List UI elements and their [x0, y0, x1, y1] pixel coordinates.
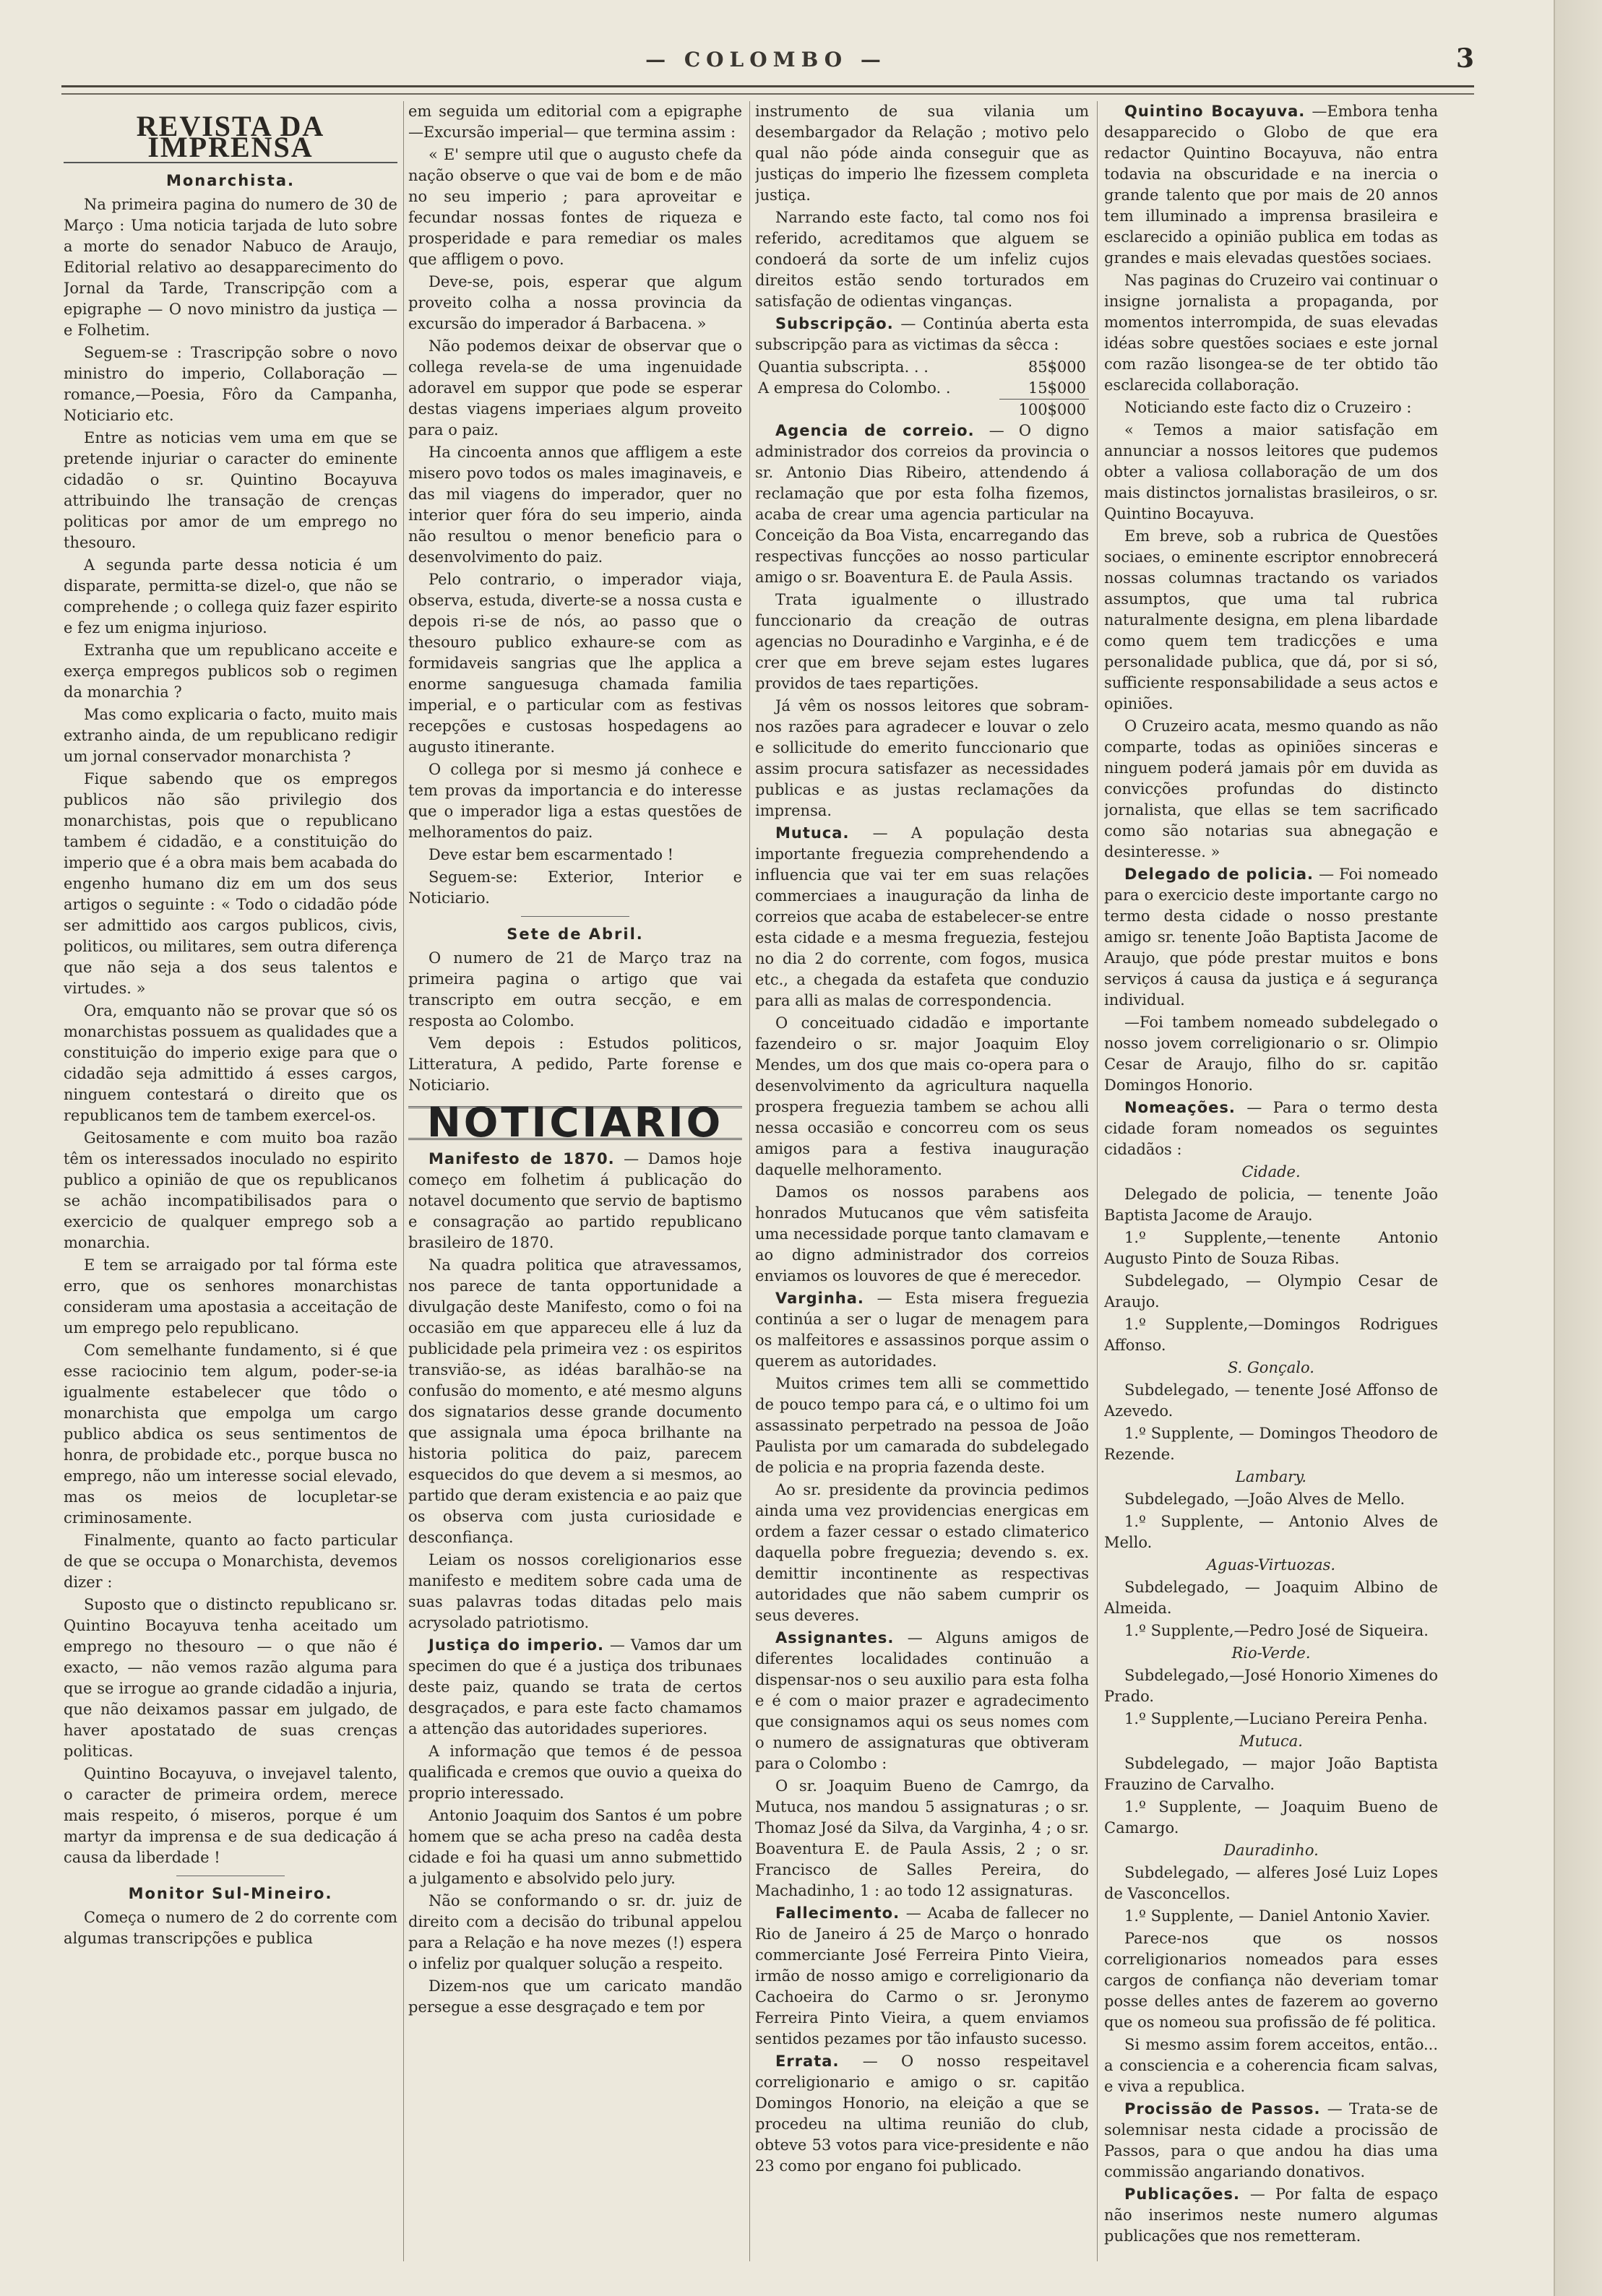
- paragraph: Ora, emquanto não se provar que só os monarchistas possuem as qualidades que a constituição do imperio exige para que o cidadão seja admittido á esses cargos, ninguem contestará o direito que os republicanos tem de tambem exercel-os.: [64, 1002, 397, 1124]
- paragraph-text: — Damos hoje começo em folhetim á publicação do notavel documento que servio de baptismo e consagração ao partido republicano brasileiro de 1870.: [408, 1150, 742, 1251]
- heading-monitor: Monitor Sul-Mineiro.: [128, 1885, 333, 1902]
- paragraph: Deve-se, pois, esperar que algum proveito colha a nossa provincia da excursão do imperador á Barbacena. »: [408, 273, 742, 332]
- paragraph: Si mesmo assim forem acceitos, então... a consciencia e a coherencia ficam salvas, e viva a republica.: [1104, 2036, 1438, 2095]
- subscription-amount: 15$000: [1028, 379, 1086, 397]
- paragraph: Leiam os nossos coreligionarios esse manifesto e meditem sobre cada uma de suas palavras todas ditadas pelo mais acrysolado patriotismo.: [408, 1551, 742, 1631]
- paragraph: Subdelegado, — major João Baptista Frauzino de Carvalho.: [1104, 1755, 1438, 1793]
- column-3: [755, 101, 1089, 2261]
- subscription-label: A empresa do Colombo. .: [758, 379, 951, 397]
- paragraph: 1.º Supplente, — Daniel Antonio Xavier.: [1124, 1907, 1431, 1925]
- place-label: Rio-Verde.: [1231, 1644, 1311, 1662]
- place-label: Cidade.: [1241, 1163, 1301, 1181]
- paragraph: 1.º Supplente,—tenente Antonio Augusto Pinto de Souza Ribas.: [1104, 1229, 1438, 1267]
- paragraph: Damos os nossos parabens aos honrados Mutucanos que vêm satisfeita uma necessidade porque tanto clamavam e ao digno administrador dos correios enviamos os louvores de que é merecedor.: [755, 1183, 1089, 1285]
- paragraph: Muitos crimes tem alli se commettido de pouco tempo para cá, e o ultimo foi um assassinato perpetrado na pessoa de João Paulista por um camarada do subdelegado de policia e na propria fazenda deste.: [755, 1375, 1089, 1476]
- column-divider: [1097, 101, 1098, 2261]
- paragraph: Seguem-se : Trascripção sobre o novo ministro do imperio, Collaboração — romance,—Poesia, Fôro da Campanha, Noticiario etc.: [64, 344, 397, 424]
- paragraph: 1.º Supplente,—Pedro José de Siqueira.: [1124, 1622, 1429, 1639]
- paragraph: Não podemos deixar de observar que o collega revela-se de uma ingenuidade adoravel em suppor que pode se esperar destas viagens imperiaes algum proveito para o paiz.: [408, 337, 742, 439]
- paragraph-text: — Continúa aberta esta subscripção para as victimas da sêcca :: [755, 315, 1089, 353]
- page-number: 3: [1455, 43, 1474, 74]
- subscription-amount: 85$000: [1028, 358, 1086, 376]
- paragraph: O collega por si mesmo já conhece e tem provas da importancia e do interesse que o imperador liga a estas questões de melhoramentos do paiz.: [408, 761, 742, 841]
- heading-monarchista: Monarchista.: [165, 172, 296, 189]
- separator: [521, 916, 629, 917]
- place-label: S. Gonçalo.: [1228, 1359, 1314, 1376]
- heading-subscricao: Subscripção.: [775, 315, 894, 332]
- paragraph-text: — Acaba de fallecer no Rio de Janeiro á 25 de Março o honrado commerciante José Ferreira Pinto Vieira, irmão de nosso amigo e correligionario da Cachoeira do Carmo o sr. Jeronymo Ferreira Pinto Vieira, a quem enviamos sentidos pezames por tão infausto sucesso.: [755, 1904, 1089, 2047]
- paragraph-text: —Embora tenha desapparecido o Globo de que era redactor Quintino Bocayuva, não entra todavia na obscuridade e na inercia o grande talento que por mais de 20 annos tem illuminado a imprensa brasileira e esclarecido a opinião publica em todas as grandes e mais elevadas questões sociaes.: [1104, 103, 1438, 267]
- paragraph: A informação que temos é de pessoa qualificada e cremos que ouvio a queixa do proprio interessado.: [408, 1743, 742, 1802]
- paragraph-text: — A população desta importante freguezia comprehendendo a influencia que vai ter em suas relações commerciaes a inauguração da linha de correios que acaba de estabelecer-se entre esta cidade e a mesma freguezia, festejou no dia 2 do corrente, com fogos, musica etc., a chegada da estafeta que conduzio para alli as malas de correspondencia.: [755, 824, 1089, 1009]
- paragraph: instrumento de sua vilania um desembargador da Relação ; motivo pelo qual não póde ainda conseguir que as justiças do imperio lhe fizessem completa justiça.: [755, 103, 1089, 204]
- page-edge: [1554, 0, 1602, 2296]
- paragraph: Ao sr. presidente da provincia pedimos ainda uma vez providencias energicas em ordem a fazer cessar o estado climaterico daquella pobre freguezia; devendo s. ex. demittir incontinente as respectivas autoridades que não sabem cumprir os seus deveres.: [755, 1481, 1089, 1624]
- heading-varginha: Varginha.: [775, 1290, 864, 1307]
- paragraph: —Foi tambem nomeado subdelegado o nosso jovem correligionario o sr. Olimpio Cesar de Araujo, filho do sr. capitão Domingos Honorio.: [1104, 1014, 1438, 1094]
- paragraph: 1.º Supplente,—Domingos Rodrigues Affonso.: [1104, 1316, 1438, 1354]
- paragraph: Antonio Joaquim dos Santos é um pobre homem que se acha preso na cadêa desta cidade e foi ha quasi um anno submettido a julgamento e absolvido pelo jury.: [408, 1807, 742, 1887]
- heading-publicacoes: Publicações.: [1124, 2185, 1240, 2203]
- paragraph: Ha cincoenta annos que affligem a este misero povo todos os males imaginaveis, e das mil viagens do imperador, quer no interior quer fóra do seu imperio, ainda não resultou o menor beneficio para o desenvolvimento do paiz.: [408, 444, 742, 566]
- paragraph: Dizem-nos que um caricato mandão persegue a esse desgraçado e tem por: [408, 1977, 742, 2016]
- heading-procissao: Procissão de Passos.: [1124, 2100, 1321, 2118]
- section-title-noticiario: NOTICIARIO: [408, 1106, 742, 1140]
- paragraph: O sr. Joaquim Bueno de Camrgo, da Mutuca, nos mandou 5 assignaturas ; o sr. Thomaz José da Silva, da Varginha, 4 ; o sr. Boaventura E. de Paula Assis, 2 ; o sr. Francisco de Salles Pereira, do Machadinho, 1 : ao todo 12 assignaturas.: [755, 1777, 1089, 1899]
- paragraph: Começa o numero de 2 do corrente com algumas transcripções e publica: [64, 1909, 397, 1947]
- paragraph: Finalmente, quanto ao facto particular de que se occupa o Monarchista, devemos dizer :: [64, 1532, 397, 1591]
- paragraph: Extranha que um republicano acceite e exerça empregos publicos sob o regimen da monarchia ?: [64, 642, 397, 701]
- paragraph: Parece-nos que os nossos correligionarios nomeados para esses cargos de confiança não deveriam tomar posse delles antes de fazerem ao governo que os nomeou sua profissão de fé politica.: [1104, 1930, 1438, 2031]
- table-row: [755, 357, 1089, 378]
- paragraph-text: — O nosso respeitavel correligionario e amigo o sr. capitão Domingos Honorio, na eleição a que se procedeu na ultima reunião do club, obteve 53 votos para vice-presidente e não 23 como por engano foi publicado.: [755, 2053, 1089, 2175]
- paragraph: Mas como explicaria o facto, muito mais extranho ainda, de um republicano redigir um jornal conservador monarchista ?: [64, 706, 397, 765]
- heading-sete-de-abril: Sete de Abril.: [507, 925, 644, 943]
- table-row: [755, 378, 1089, 399]
- paragraph: Subdelegado, —João Alves de Mello.: [1124, 1490, 1405, 1508]
- paragraph-text: — Alguns amigos de diferentes localidades continuão a dispensar-nos o seu auxilio para esta folha e é com o maior prazer e agradecimento que consignamos aqui os seus nomes com o numero de assignaturas que obtiveram para o Colombo :: [755, 1629, 1089, 1772]
- paragraph: Suposto que o distincto republicano sr. Quintino Bocayuva tenha aceitado um emprego no thesouro — o que não é exacto, — não vemos razão alguma para que se irrogue ao grande cidadão a injuria, que não deixamos passar em julgado, de haver apostatado de suas crenças politicas.: [64, 1596, 397, 1760]
- paragraph: O Cruzeiro acata, mesmo quando as não comparte, todas as opiniões sinceras e ninguem poderá jamais pôr em duvida as convicções profundas do distincto jornalista, que ellas se tem sacrificado como são notarias sua abnegação e desinteresse. »: [1104, 717, 1438, 860]
- paragraph: 1.º Supplente, — Joaquim Bueno de Camargo.: [1104, 1798, 1438, 1837]
- paragraph-text: — Foi nomeado para o exercicio deste importante cargo no termo desta cidade o nosso prestante amigo sr. tenente João Baptista Jacome de Araujo, que póde prestar muitos e bons serviços á causa da justiça e á segurança individual.: [1104, 866, 1438, 1009]
- place-label: Aguas-Virtuozas.: [1206, 1556, 1336, 1574]
- paragraph: Subdelegado, — Joaquim Albino de Almeida.: [1104, 1579, 1438, 1617]
- paragraph: 1.º Supplente,—Luciano Pereira Penha.: [1124, 1710, 1428, 1727]
- paragraph: Deve estar bem escarmentado !: [429, 846, 674, 863]
- paragraph: Trata igualmente o illustrado funccionario da creação de outras agencias no Douradinho e Varginha, e é de crer que em breve sejam estes lugares providos de taes repartições.: [755, 591, 1089, 692]
- paragraph: 1.º Supplente, — Domingos Theodoro de Rezende.: [1104, 1425, 1438, 1463]
- paragraph-text: — Vamos dar um specimen do que é a justiça dos tribunaes deste paiz, quando se trata de certos desgraçados, e para este facto chamamos a attenção das autoridades superiores.: [408, 1636, 742, 1738]
- paragraph: Geitosamente e com muito boa razão têm os interessados inoculado no espirito publico a opinião de que os republicanos se achão incompatibilisados para o exercicio de qualquer emprego sob a monarchia.: [64, 1129, 397, 1251]
- paragraph-text: — O digno administrador dos correios da provincia o sr. Antonio Dias Ribeiro, attendendo á reclamação que por esta folha fizemos, acaba de crear uma agencia particular na Conceição da Boa Vista, encarregando das respectivas funcções ao nosso particular amigo o sr. Boaventura E. de Paula Assis.: [755, 422, 1089, 586]
- paragraph: 1.º Supplente, — Antonio Alves de Mello.: [1104, 1513, 1438, 1551]
- paragraph: A segunda parte dessa noticia é um disparate, permitta-se dizel-o, que não se comprehende ; o collega quiz fazer espirito e fez um enigma injurioso.: [64, 556, 397, 636]
- paragraph: Noticiando este facto diz o Cruzeiro :: [1124, 399, 1412, 416]
- paragraph: Vem depois : Estudos politicos, Litteratura, A pedido, Parte forense e Noticiario.: [408, 1035, 742, 1094]
- paragraph: Na quadra politica que atravessamos, nos parece de tanta opportunidade a divulgação deste Manifesto, como o foi na occasião em que appareceu elle á luz da publicidade pela primeira vez : os espiritos transvião-se, as idéas baralhão-se na confusão do momento, e até mesmo alguns dos signatarios desse grande documento que assignala uma época brilhante na historia politica do paiz, parecem esquecidos do que devem a si mesmos, ao partido que deram existencia e ao paiz que os observa com justa curiosidade e desconfiança.: [408, 1256, 742, 1546]
- place-label: Mutuca.: [1239, 1732, 1303, 1750]
- paragraph-text: — Para o termo desta cidade foram nomeados os seguintes cidadãos :: [1104, 1099, 1438, 1158]
- subscription-table: [755, 357, 1089, 399]
- paragraph: Não se conformando o sr. dr. juiz de direito com a decisão do tribunal appelou para a Relação e ha nove mezes (!) espera o infeliz por qualquer solução a respeito.: [408, 1892, 742, 1972]
- place-label: Lambary.: [1235, 1468, 1307, 1485]
- paragraph: Nas paginas do Cruzeiro vai continuar o insigne jornalista a propaganda, por momentos interrompida, de suas elevadas idéas sobre questões sociaes e este jornal com razão lisongea-se de ter obtido tão esclarecida collaboração.: [1104, 272, 1438, 394]
- column-divider: [749, 101, 750, 2261]
- paragraph: Subdelegado, — alferes José Luiz Lopes de Vasconcellos.: [1104, 1864, 1438, 1902]
- paragraph: Entre as noticias vem uma em que se pretende injuriar o caracter do eminente cidadão o sr. Quintino Bocayuva attribuindo lhe transação de crenças politicas por amor de um emprego no thesouro.: [64, 429, 397, 551]
- paragraph: « E' sempre util que o augusto chefe da nação observe o que vai de bom e de mão no seu imperio ; para aproveitar e fecundar nossas fontes de riqueza e prosperidade e para remediar os males que affligem o povo.: [408, 146, 742, 268]
- column-divider: [403, 101, 404, 2261]
- heading-quintino: Quintino Bocayuva.: [1124, 103, 1306, 120]
- heading-assignantes: Assignantes.: [775, 1629, 895, 1647]
- paragraph: Seguem-se: Exterior, Interior e Noticiario.: [408, 868, 742, 907]
- paragraph: Subdelegado,—José Honorio Ximenes do Prado.: [1104, 1667, 1438, 1705]
- heading-delegado: Delegado de policia.: [1124, 866, 1314, 883]
- section-title-revista: REVISTA DA IMPRENSA: [64, 116, 397, 163]
- paragraph: Fique sabendo que os empregos publicos não são privilegio dos monarchistas, pois que o republicano tambem é cidadão, e a constituição do imperio que é a obra mais bem acabada do engenho humano diz em um dos seus artigos o seguinte : « Todo o cidadão póde ser admittido aos cargos publicos, civis, politicos, ou militares, sem outra diferença que não seja a dos seus talentos e virtudes. »: [64, 770, 397, 997]
- paragraph: Pelo contrario, o imperador viaja, observa, estuda, diverte-se a nossa custa e depois ri-se de nós, ao passo que o thesouro publico exhaure-se com as formidaveis sangrias que lhe applica a enorme sanguesuga chamada familia imperial, e o particular com as festivas recepções e custosas hospedagens ao augusto itinerante.: [408, 571, 742, 756]
- paragraph: O numero de 21 de Março traz na primeira pagina o artigo que vai transcripto em outra secção, e em resposta ao Colombo.: [408, 949, 742, 1030]
- paragraph: Delegado de policia, — tenente João Baptista Jacome de Araujo.: [1104, 1186, 1438, 1224]
- paragraph-text: — Esta misera freguezia continúa a ser o lugar de menagem para os malfeitores e assassinos porque assim o querem as autoridades.: [755, 1290, 1089, 1370]
- paragraph: E tem se arraigado por tal fórma este erro, que os senhores monarchistas consideram uma apostasia a acceitação de um emprego pelo republicano.: [64, 1256, 397, 1337]
- heading-errata: Errata.: [775, 2053, 840, 2070]
- column-1: [64, 101, 397, 2261]
- subscription-total: 100$000: [999, 399, 1089, 420]
- paragraph-text: — Trata-se de solemnisar nesta cidade a procissão de Passos, para o que andou ha dias uma commissão angariando donativos.: [1104, 2100, 1438, 2180]
- paragraph: Subdelegado, — Olympio Cesar de Araujo.: [1104, 1272, 1438, 1311]
- paragraph: Em breve, sob a rubrica de Questões sociaes, o eminente escriptor ennobrecerá nossas columnas tractando os variados assumptos, que uma tal rubrica naturalmente designa, em plena libardade como quem tem tradicções e uma personalidade publica, que dá, por si só, sufficiente responsabilidade a seus actos e opiniões.: [1104, 527, 1438, 712]
- paragraph: Narrando este facto, tal como nos foi referido, acreditamos que alguem se condoerá da sorte de um infeliz cujos direitos estão sendo torturados em satisfação de odientas vinganças.: [755, 209, 1089, 310]
- paragraph: Na primeira pagina do numero de 30 de Março : Uma noticia tarjada de luto sobre a morte do senador Nabuco de Araujo, Editorial relativo ao desapparecimento do Jornal da Tarde, Transcripção com a epigraphe — O novo ministro da justiça — e Folhetim.: [64, 196, 397, 339]
- heading-manifesto: Manifesto de 1870.: [429, 1150, 615, 1168]
- masthead: [58, 43, 1474, 79]
- heading-justica: Justiça do imperio.: [429, 1636, 604, 1654]
- paragraph: Com semelhante fundamento, si é que esse raciocinio tem algum, poder-se-ia igualmente estabelecer que tôdo o monarchista que empolga um cargo publico abdica os seus sentimentos de honra, de probidade etc., porque busca no emprego, não um interesse social elevado, mas os meios de locupletar-se criminosamente.: [64, 1342, 397, 1527]
- paragraph: Quintino Bocayuva, o invejavel talento, o caracter de primeira ordem, merece mais respeito, ó miseros, porque é um martyr da imprensa e de sua dedicação á causa da liberdade !: [64, 1765, 397, 1866]
- heading-agencia: Agencia de correio.: [775, 422, 975, 439]
- subscription-label: Quantia subscripta. . .: [758, 358, 929, 376]
- column-4: [1104, 101, 1438, 2261]
- column-2: [408, 101, 742, 2261]
- paragraph: Já vêm os nossos leitores que sobram-nos razões para agradecer e louvar o zelo e sollicitude do emerito funccionario que assim procura satisfazer as necessidades publicas e as justas reclamações da imprensa.: [755, 697, 1089, 819]
- paragraph-text: — Por falta de espaço não inserimos neste numero algumas publicações que nos remetteram.: [1104, 2185, 1438, 2245]
- paragraph: Subdelegado, — tenente José Affonso de Azevedo.: [1104, 1381, 1438, 1420]
- heading-fallecimento: Fallecimento.: [775, 1904, 900, 1922]
- paragraph: « Temos a maior satisfação em annunciar a nossos leitores que pudemos obter a valiosa collaboração de um dos mais distinctos jornalistas brasileiros, o sr. Quintino Bocayuva.: [1104, 421, 1438, 522]
- paragraph: em seguida um editorial com a epigraphe —Excursão imperial— que termina assim :: [408, 103, 742, 141]
- masthead-title: — COLOMBO —: [645, 48, 887, 72]
- place-label: Dauradinho.: [1223, 1842, 1319, 1859]
- heading-mutuca: Mutuca.: [775, 824, 850, 842]
- heading-nomeacoes: Nomeações.: [1124, 1099, 1236, 1116]
- paragraph: O conceituado cidadão e importante fazendeiro o sr. major Joaquim Eloy Mendes, um dos que mais co-opera para o desenvolvimento da agricultura naquella prospera freguezia tambem se achou alli nessa occasião e concorreu com os seus amigos para a festiva inauguração daquelle melhoramento.: [755, 1014, 1089, 1178]
- header-rule: [61, 85, 1474, 95]
